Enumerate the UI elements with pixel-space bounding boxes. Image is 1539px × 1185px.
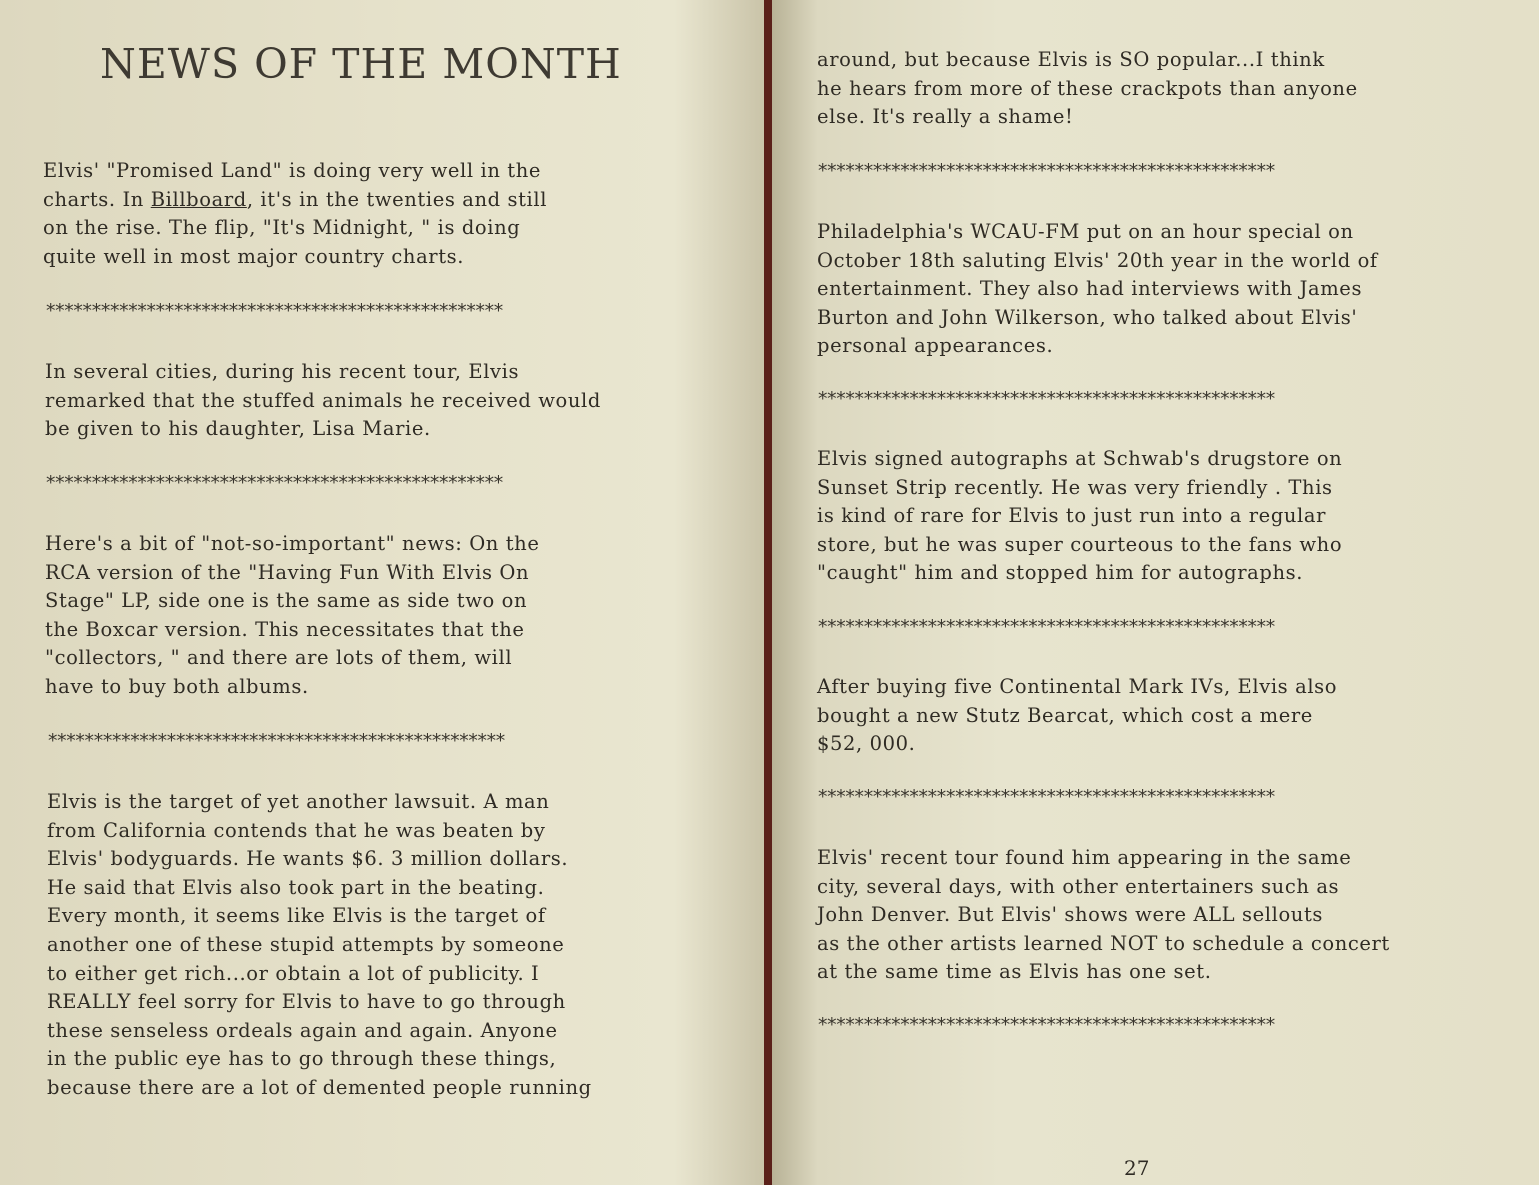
text-line: around, but because Elvis is SO popular...I think: [817, 48, 1325, 71]
text-line: on the rise. The flip, "It's Midnight, " is doing: [43, 216, 521, 240]
text-line: RCA version of the "Having Fun With Elvis On: [45, 560, 530, 584]
text-line: Every month, it seems like Elvis is the target of: [47, 904, 546, 928]
text-line: to either get rich...or obtain a lot of publicity. I: [47, 961, 540, 985]
news-item-promised-land: [43, 157, 547, 271]
text-line: in the public eye has to go through these things,: [47, 1047, 557, 1071]
news-item-stutz-bearcat: [817, 673, 1337, 759]
news-item-wcau-fm: [817, 218, 1378, 361]
separator: **************************************************: [817, 160, 1274, 182]
separator: **************************************************: [817, 1014, 1274, 1036]
page-number: 27: [1124, 1156, 1150, 1180]
text-line: quite well in most major country charts.: [43, 244, 465, 268]
text-line: have to buy both albums.: [45, 674, 309, 698]
text-line: another one of these stupid attempts by someone: [47, 932, 565, 956]
news-item-stuffed-animals: [45, 358, 601, 444]
text-line: $52, 000.: [817, 732, 916, 756]
text-line: Stage" LP, side one is the same as side two on: [45, 589, 528, 613]
billboard-underlined: Billboard: [150, 187, 247, 211]
text-line: else. It's really a shame!: [817, 105, 1074, 129]
text-line: Elvis' bodyguards. He wants $6. 3 million dollars.: [47, 847, 569, 871]
text-line: "collectors, " and there are lots of them, will: [45, 646, 513, 670]
text-line: entertainment. They also had interviews with James: [817, 277, 1363, 301]
text-line: bought a new Stutz Bearcat, which cost a mere: [817, 703, 1313, 727]
separator: **************************************************: [817, 786, 1274, 808]
text-line: city, several days, with other entertainers such as: [817, 874, 1340, 898]
text-line: He said that Elvis also took part in the beating.: [47, 875, 545, 899]
separator: **************************************************: [47, 730, 504, 752]
news-item-tour-sellouts: [817, 844, 1390, 987]
text-span: charts. In: [43, 187, 151, 211]
text-line: REALLY feel sorry for Elvis to have to go through: [47, 990, 566, 1014]
separator: **************************************************: [817, 388, 1274, 410]
text-span: , it's in the twenties and still: [246, 187, 548, 211]
text-line: John Denver. But Elvis' shows were ALL sellouts: [817, 903, 1323, 927]
text-line: he hears from more of these crackpots than anyone: [817, 76, 1358, 100]
right-page: [772, 0, 1539, 1185]
news-item-lawsuit: [47, 788, 592, 1103]
text-line: from California contends that he was beaten by: [47, 818, 546, 842]
text-line: be given to his daughter, Lisa Marie.: [45, 417, 431, 441]
text-line: Elvis' recent tour found him appearing in the same: [817, 846, 1352, 869]
text-line: Philadelphia's WCAU-FM put on an hour special on: [817, 220, 1354, 243]
text-line: After buying five Continental Mark IVs, Elvis also: [817, 675, 1338, 698]
text-line: Elvis is the target of yet another lawsuit. A man: [47, 790, 550, 813]
text-line: because there are a lot of demented people running: [47, 1075, 592, 1099]
text-line: "caught" him and stopped him for autographs.: [817, 561, 1304, 585]
text-line: [43, 186, 547, 215]
text-line: Elvis' "Promised Land" is doing very well in the: [43, 159, 542, 182]
text-line: at the same time as Elvis has one set.: [817, 960, 1212, 984]
news-item-continued: [817, 46, 1358, 132]
text-line: the Boxcar version. This necessitates that the: [45, 617, 525, 641]
news-item-rca-version: [45, 530, 539, 702]
news-item-autographs: [817, 445, 1342, 588]
page-title: NEWS OF THE MONTH: [100, 40, 622, 88]
text-line: these senseless ordeals again and again. Anyone: [47, 1018, 558, 1042]
text-line: as the other artists learned NOT to schedule a concert: [817, 931, 1390, 955]
text-line: Elvis signed autographs at Schwab's drugstore on: [817, 447, 1343, 470]
text-line: remarked that the stuffed animals he received would: [45, 388, 601, 412]
separator: **************************************************: [45, 472, 502, 494]
text-line: Burton and John Wilkerson, who talked about Elvis': [817, 305, 1358, 329]
text-line: In several cities, during his recent tour, Elvis: [45, 360, 520, 383]
separator: **************************************************: [817, 616, 1274, 638]
separator: **************************************************: [45, 300, 502, 322]
text-line: personal appearances.: [817, 334, 1054, 358]
text-line: October 18th saluting Elvis' 20th year in the world of: [817, 248, 1378, 272]
text-line: Sunset Strip recently. He was very friendly . This: [817, 475, 1333, 499]
text-line: Here's a bit of "not-so-important" news: On the: [45, 532, 540, 555]
text-line: is kind of rare for Elvis to just run into a regular: [817, 504, 1327, 528]
text-line: store, but he was super courteous to the fans who: [817, 532, 1343, 556]
left-page: [0, 0, 766, 1185]
